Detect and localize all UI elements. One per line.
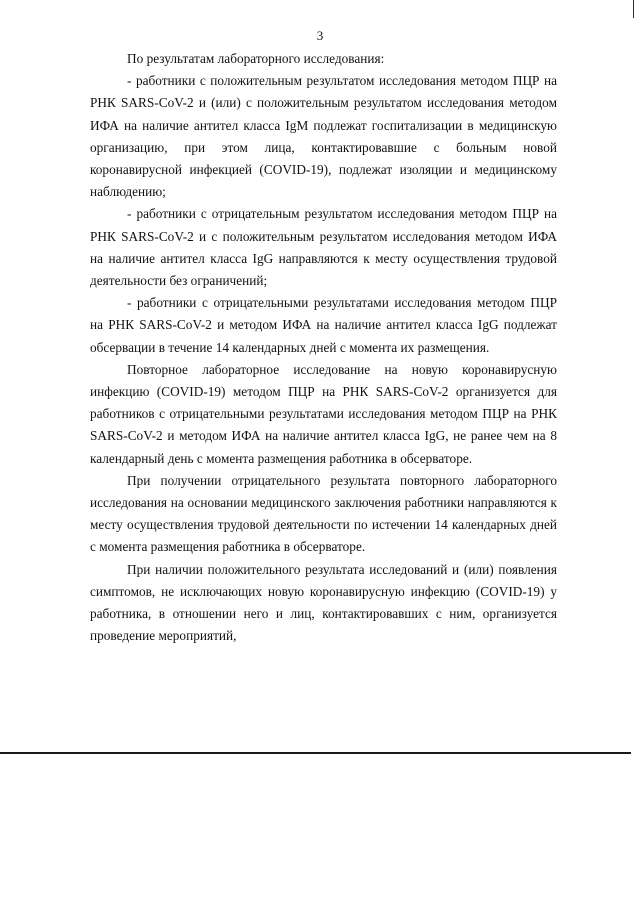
document-body [90, 48, 557, 647]
paragraph-repeat-test: Повторное лабораторное исследование на новую коронавирусную инфекцию (COVID-19) методом ПЦР на РНК SARS-CoV-2 организуется для работников с отрицательными результатами исследования методом ПЦР на РНК SARS-CoV-2 и методом ИФА на наличие антител класса IgG, не ранее чем на 8 календарный день с момента размещения работника в обсерваторе. [90, 361, 557, 466]
paragraph-igg-positive: - работники с отрицательным результатом исследования методом ПЦР на РНК SARS-CoV-2 и с положительным результатом исследования методом ИФА на наличие антител класса IgG направляются к месту осуществления трудовой деятельности без ограничений; [90, 206, 557, 289]
page-number: 3 [316, 28, 324, 43]
page-bottom-rule [0, 752, 631, 754]
paragraph-observation: - работники с отрицательными результатами исследования методом ПЦР на РНК SARS-CoV-2 и методом ИФА на наличие антител класса IgG подлежат обсервации в течение 14 календарных дней с момента их размещения. [90, 295, 557, 355]
paragraph-symptoms: При наличии положительного результата исследований и (или) появления симптомов, не исключающих новую коронавирусную инфекцию (COVID-19) у работника, в отношении него и лиц, контактировавших с ним, организуется проведение мероприятий, [90, 561, 557, 644]
paragraph-negative-repeat: При получении отрицательного результата повторного лабораторного исследования на основании медицинского заключения работники направляются к месту осуществления трудовой деятельности по истечении 14 календарных дней с момента размещения работника в обсерваторе. [90, 472, 557, 555]
scan-edge-line [633, 0, 634, 18]
paragraph-positive-result: - работники с положительным результатом исследования методом ПЦР на РНК SARS-CoV-2 и (или) с положительным результатом исследования методом ИФА на наличие антител класса IgM подлежат госпитализации в медицинскую организацию, при этом лица, контактировавшие с больным новой коронавирусной инфекцией (COVID-19), подлежат изоляции и медицинскому наблюдению; [90, 73, 557, 200]
paragraph-intro: По результатам лабораторного исследования: [127, 51, 385, 66]
